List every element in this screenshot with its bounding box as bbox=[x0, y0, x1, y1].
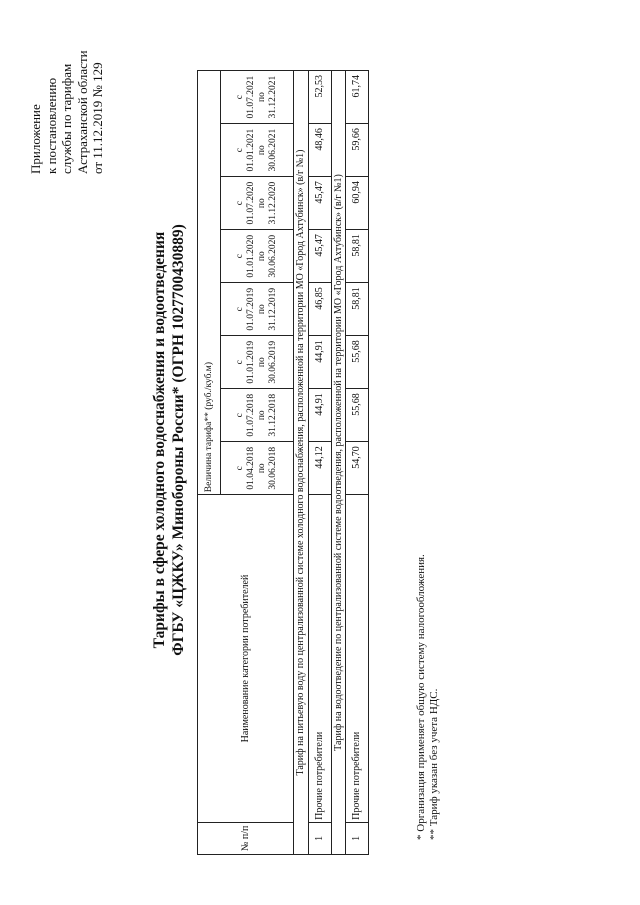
period-header: с 01.01.2019 по 30.06.2019 bbox=[221, 336, 294, 389]
section-title-sewage: Тариф на водоотведение по централизованной системе водоотведения, расположенной на территории МО «Город Ахтубинск» (в/г №1) bbox=[331, 71, 346, 855]
appendix-line: от 11.12.2019 № 129 bbox=[90, 62, 105, 174]
tariff-value: 44,91 bbox=[308, 389, 331, 442]
tariff-table bbox=[197, 70, 369, 855]
header-value: Величина тарифа** (руб./куб.м) bbox=[198, 71, 221, 495]
section-title-water: Тариф на питьевую воду по централизованной системе холодного водоснабжения, расположенной на территории МО «Город Ахтубинск» (в/г №1) bbox=[294, 71, 309, 855]
period-header: с 01.07.2018 по 31.12.2018 bbox=[221, 389, 294, 442]
period-header: с 01.04.2018 по 30.06.2018 bbox=[221, 442, 294, 495]
row-category: Прочие потребители bbox=[346, 495, 369, 823]
row-no: 1 bbox=[346, 822, 369, 854]
title-line-1: Тарифы в сфере холодного водоснабжения и водоотведения bbox=[151, 231, 168, 649]
tariff-value: 45,47 bbox=[308, 177, 331, 230]
table-row bbox=[346, 71, 369, 855]
row-no: 1 bbox=[308, 822, 331, 854]
period-header: с 01.07.2021 по 31.12.2021 bbox=[221, 71, 294, 124]
footnotes bbox=[415, 554, 441, 840]
period-header: с 01.07.2020 по 31.12.2020 bbox=[221, 177, 294, 230]
appendix-line: службы по тарифам bbox=[59, 63, 74, 174]
row-category: Прочие потребители bbox=[308, 495, 331, 823]
document-title bbox=[150, 125, 188, 755]
tariff-value: 60,94 bbox=[346, 177, 369, 230]
tariff-value: 59,66 bbox=[346, 124, 369, 177]
appendix-line: Приложение bbox=[28, 104, 43, 174]
footnote-2: ** Тариф указан без учета НДС. bbox=[428, 688, 440, 840]
title-line-2: ФГБУ «ЦЖКУ» Минобороны России* (ОГРН 1027700430889) bbox=[170, 224, 187, 656]
period-header: с 01.01.2021 по 30.06.2021 bbox=[221, 124, 294, 177]
tariff-value: 44,12 bbox=[308, 442, 331, 495]
tariff-value: 44,91 bbox=[308, 336, 331, 389]
header-no: № п/п bbox=[198, 822, 294, 854]
tariff-value: 48,46 bbox=[308, 124, 331, 177]
appendix-block bbox=[28, 24, 106, 174]
period-header: с 01.07.2019 по 31.12.2019 bbox=[221, 283, 294, 336]
footnote-1: * Организация применяет общую систему налогообложения. bbox=[415, 554, 427, 840]
tariff-value: 54,70 bbox=[346, 442, 369, 495]
tariff-value: 55,68 bbox=[346, 389, 369, 442]
tariff-value: 55,68 bbox=[346, 336, 369, 389]
tariff-value: 61,74 bbox=[346, 71, 369, 124]
tariff-value: 46,85 bbox=[308, 283, 331, 336]
tariff-value: 58,81 bbox=[346, 230, 369, 283]
period-header: с 01.01.2020 по 30.06.2020 bbox=[221, 230, 294, 283]
appendix-line: к постановлению bbox=[43, 77, 59, 174]
tariff-value: 52,53 bbox=[308, 71, 331, 124]
tariff-value: 58,81 bbox=[346, 283, 369, 336]
header-category: Наименование категории потребителей bbox=[198, 495, 294, 823]
tariff-value: 45,47 bbox=[308, 230, 331, 283]
table-row bbox=[308, 71, 331, 855]
appendix-line: Астраханской области bbox=[74, 50, 90, 174]
